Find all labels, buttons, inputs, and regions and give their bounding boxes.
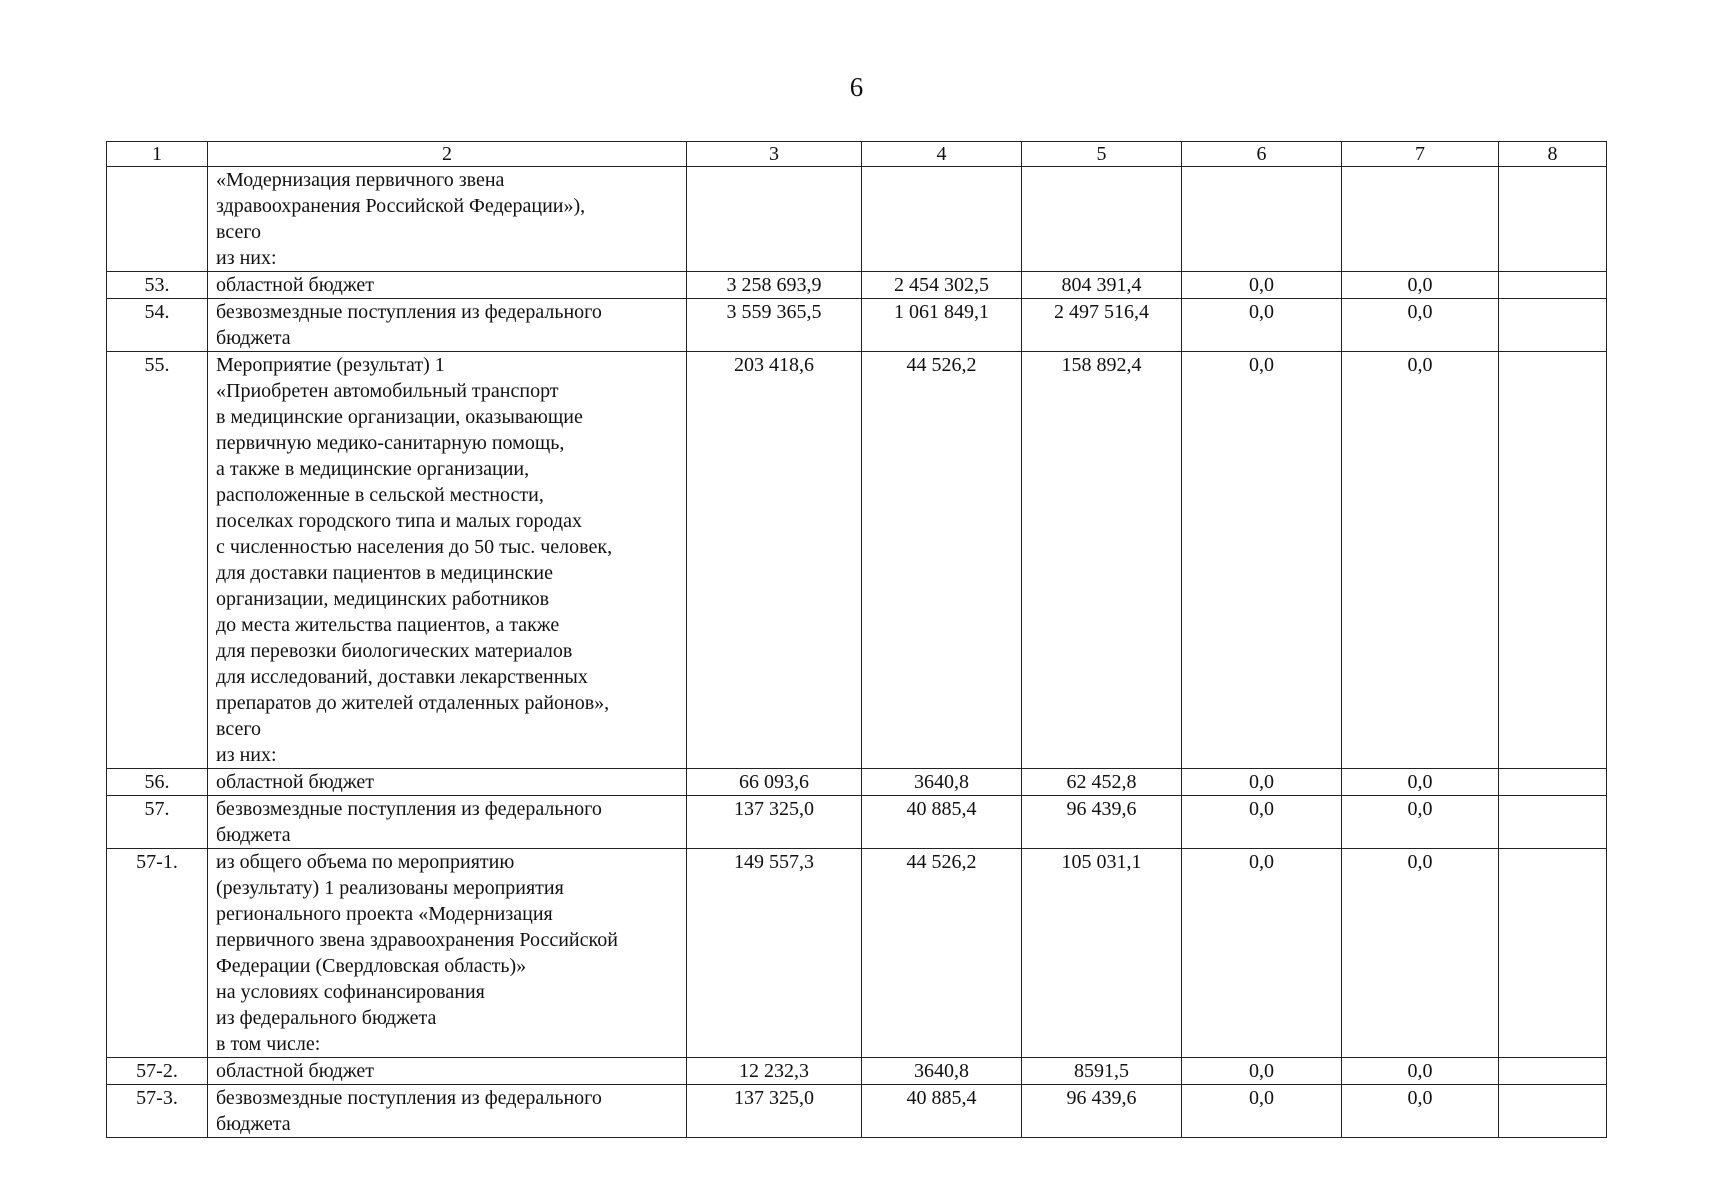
row-description: безвозмездные поступления из федерального бюджета xyxy=(208,299,687,352)
value-cell-col-5: 2 497 516,4 xyxy=(1022,299,1182,352)
value-cell-col-3 xyxy=(687,167,862,272)
column-header: 7 xyxy=(1342,142,1499,167)
value-cell-col-5: 8591,5 xyxy=(1022,1058,1182,1085)
value-cell-col-4: 2 454 302,5 xyxy=(862,272,1022,299)
row-number: 57-1. xyxy=(107,849,208,1058)
value-cell-col-6: 0,0 xyxy=(1182,352,1342,769)
value-cell-col-5: 96 439,6 xyxy=(1022,1085,1182,1138)
table-row xyxy=(107,849,1607,1058)
value-cell-col-4: 3640,8 xyxy=(862,769,1022,796)
value-cell-col-4 xyxy=(862,167,1022,272)
table-row xyxy=(107,352,1607,769)
row-description: Мероприятие (результат) 1 «Приобретен автомобильный транспорт в медицинские организации, оказывающие первичную медико-санитарную помощь, а также в медицинские организации, расположенные в сельской местности, поселках городского типа и малых городах с численностью населения до 50 тыс. человек, для доставки пациентов в медицинские организации, медицинских работников до места жительства пациентов, а также для перевозки биологических материалов для исследований, доставки лекарственных препаратов до жителей отдаленных районов», всего из них: xyxy=(208,352,687,769)
value-cell-col-8 xyxy=(1499,272,1607,299)
table-row xyxy=(107,1058,1607,1085)
value-cell-col-5 xyxy=(1022,167,1182,272)
value-cell-col-4: 40 885,4 xyxy=(862,1085,1022,1138)
column-header: 4 xyxy=(862,142,1022,167)
value-cell-col-7: 0,0 xyxy=(1342,796,1499,849)
value-cell-col-4: 44 526,2 xyxy=(862,352,1022,769)
table-row xyxy=(107,299,1607,352)
table-row xyxy=(107,796,1607,849)
value-cell-col-7: 0,0 xyxy=(1342,1085,1499,1138)
value-cell-col-3: 137 325,0 xyxy=(687,796,862,849)
value-cell-col-3: 137 325,0 xyxy=(687,1085,862,1138)
value-cell-col-3: 149 557,3 xyxy=(687,849,862,1058)
value-cell-col-8 xyxy=(1499,849,1607,1058)
row-number: 56. xyxy=(107,769,208,796)
value-cell-col-3: 3 559 365,5 xyxy=(687,299,862,352)
value-cell-col-7 xyxy=(1342,167,1499,272)
value-cell-col-5: 804 391,4 xyxy=(1022,272,1182,299)
value-cell-col-7: 0,0 xyxy=(1342,769,1499,796)
row-description: областной бюджет xyxy=(208,272,687,299)
value-cell-col-4: 3640,8 xyxy=(862,1058,1022,1085)
row-description: областной бюджет xyxy=(208,769,687,796)
row-description: из общего объема по мероприятию (результату) 1 реализованы мероприятия регионального проекта «Модернизация первичного звена здравоохранения Российской Федерации (Свердловская область)» на условиях софинансирования из федерального бюджета в том числе: xyxy=(208,849,687,1058)
column-header: 8 xyxy=(1499,142,1607,167)
value-cell-col-6: 0,0 xyxy=(1182,769,1342,796)
row-number: 54. xyxy=(107,299,208,352)
row-number: 57. xyxy=(107,796,208,849)
value-cell-col-3: 66 093,6 xyxy=(687,769,862,796)
row-description: безвозмездные поступления из федерального бюджета xyxy=(208,1085,687,1138)
value-cell-col-5: 105 031,1 xyxy=(1022,849,1182,1058)
value-cell-col-4: 40 885,4 xyxy=(862,796,1022,849)
row-number: 57-2. xyxy=(107,1058,208,1085)
budget-table xyxy=(106,141,1607,1138)
value-cell-col-8 xyxy=(1499,796,1607,849)
value-cell-col-8 xyxy=(1499,769,1607,796)
value-cell-col-4: 1 061 849,1 xyxy=(862,299,1022,352)
column-header: 2 xyxy=(208,142,687,167)
value-cell-col-3: 203 418,6 xyxy=(687,352,862,769)
value-cell-col-7: 0,0 xyxy=(1342,299,1499,352)
column-header: 5 xyxy=(1022,142,1182,167)
value-cell-col-3: 12 232,3 xyxy=(687,1058,862,1085)
row-description: «Модернизация первичного звена здравоохранения Российской Федерации»), всего из них: xyxy=(208,167,687,272)
table-row xyxy=(107,272,1607,299)
row-description: областной бюджет xyxy=(208,1058,687,1085)
value-cell-col-8 xyxy=(1499,299,1607,352)
value-cell-col-8 xyxy=(1499,167,1607,272)
value-cell-col-6: 0,0 xyxy=(1182,849,1342,1058)
table-row xyxy=(107,1085,1607,1138)
value-cell-col-6: 0,0 xyxy=(1182,299,1342,352)
column-header: 3 xyxy=(687,142,862,167)
value-cell-col-6: 0,0 xyxy=(1182,1058,1342,1085)
value-cell-col-8 xyxy=(1499,1058,1607,1085)
value-cell-col-5: 96 439,6 xyxy=(1022,796,1182,849)
page-number: 6 xyxy=(849,72,864,102)
value-cell-col-8 xyxy=(1499,352,1607,769)
column-header: 1 xyxy=(107,142,208,167)
value-cell-col-5: 158 892,4 xyxy=(1022,352,1182,769)
value-cell-col-7: 0,0 xyxy=(1342,1058,1499,1085)
column-header: 6 xyxy=(1182,142,1342,167)
row-number: 57-3. xyxy=(107,1085,208,1138)
value-cell-col-6: 0,0 xyxy=(1182,1085,1342,1138)
value-cell-col-8 xyxy=(1499,1085,1607,1138)
table-body xyxy=(107,142,1607,1138)
header-row xyxy=(107,142,1607,167)
value-cell-col-5: 62 452,8 xyxy=(1022,769,1182,796)
value-cell-col-7: 0,0 xyxy=(1342,849,1499,1058)
value-cell-col-7: 0,0 xyxy=(1342,272,1499,299)
row-number: 53. xyxy=(107,272,208,299)
table-row xyxy=(107,167,1607,272)
value-cell-col-4: 44 526,2 xyxy=(862,849,1022,1058)
row-number: 55. xyxy=(107,352,208,769)
table-row xyxy=(107,769,1607,796)
value-cell-col-7: 0,0 xyxy=(1342,352,1499,769)
value-cell-col-3: 3 258 693,9 xyxy=(687,272,862,299)
row-description: безвозмездные поступления из федерального бюджета xyxy=(208,796,687,849)
value-cell-col-6: 0,0 xyxy=(1182,796,1342,849)
value-cell-col-6 xyxy=(1182,167,1342,272)
value-cell-col-6: 0,0 xyxy=(1182,272,1342,299)
row-number xyxy=(107,167,208,272)
